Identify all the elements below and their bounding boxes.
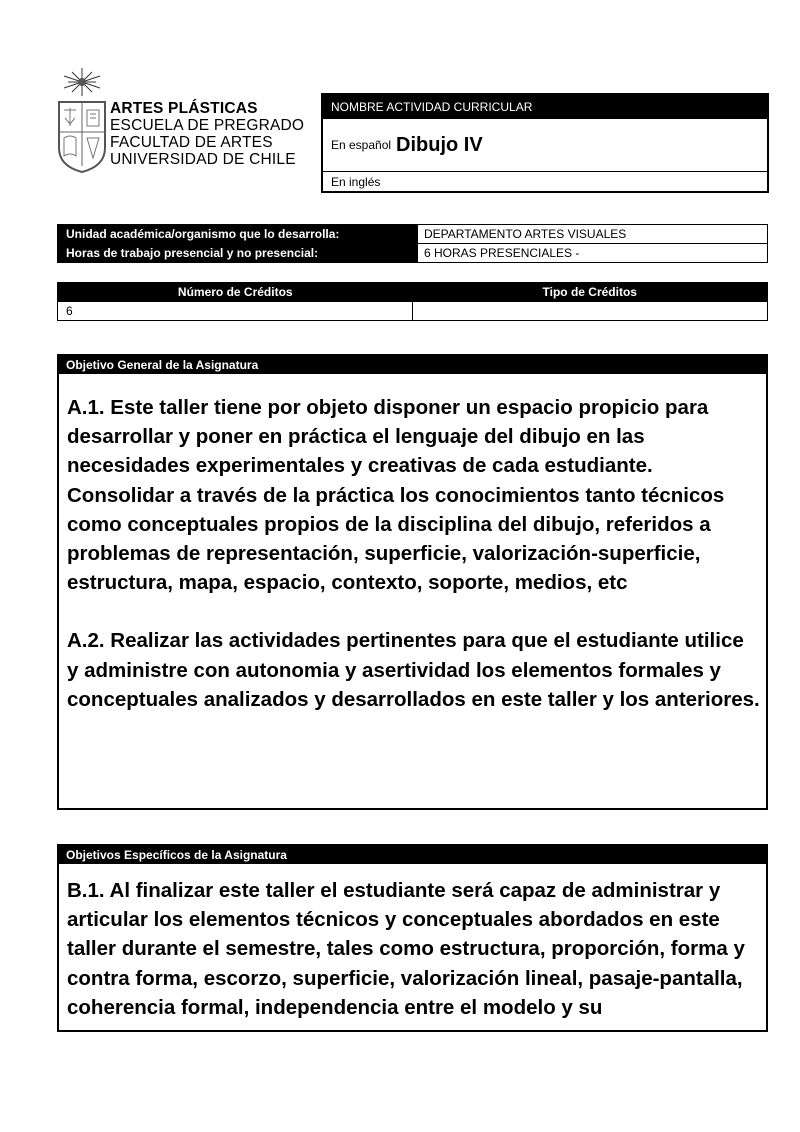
objective-a2: A.2. Realizar las actividades pertinentes para que el estudiante utilice y administre con autonomia y asertividad los elementos formales y conceptuales analizados y desarrollados en este taller y los anteriores. [67, 629, 760, 711]
unit-value: DEPARTAMENTO ARTES VISUALES [417, 225, 767, 243]
activity-name-box [321, 93, 769, 193]
activity-name-heading: NOMBRE ACTIVIDAD CURRICULAR [323, 95, 767, 119]
english-label: En inglés [331, 175, 381, 189]
objective-a1: A.1. Este taller tiene por objeto disponer un espacio propicio para desarrollar y poner en práctica el lenguaje del dibujo en las necesidades experimentales y creativas de cada estudiante. Consolidar a través de la práctica los conocimientos tanto técnicos como conceptuales propios de la disciplina del dibujo, referidos a problemas de representación, superficie, valorización-superficie, estructura, mapa, espacio, contexto, soporte, medios, etc [67, 396, 725, 595]
hours-key: Horas de trabajo presencial y no presencial: [58, 244, 417, 262]
credits-number-header: Número de Créditos [177, 285, 293, 299]
credits-value-row [58, 302, 767, 320]
logo-university: UNIVERSIDAD DE CHILE [110, 151, 296, 168]
specific-objectives-box [57, 844, 768, 1032]
unit-table [57, 224, 768, 263]
logo-title: ARTES PLÁSTICAS [110, 100, 258, 117]
hours-value: 6 HORAS PRESENCIALES - [417, 244, 767, 262]
unit-key: Unidad académica/organismo que lo desarrolla: [58, 225, 417, 243]
general-objective-body [59, 374, 766, 714]
specific-objectives-heading: Objetivos Específicos de la Asignatura [59, 846, 766, 864]
spanish-label: En español [331, 138, 392, 152]
table-row [58, 243, 767, 262]
specific-objectives-body [59, 864, 766, 1022]
logo-faculty: FACULTAD DE ARTES [110, 134, 273, 151]
general-objective-box [57, 354, 768, 810]
credits-number-value: 6 [66, 304, 73, 318]
university-emblem-icon [56, 66, 108, 174]
objective-b1: B.1. Al finalizar este taller el estudiante será capaz de administrar y articular los elementos técnicos y conceptuales abordados en este taller durante el semestre, tales como estructura, proporción, forma y contra forma, escorzo, superficie, valorización lineal, pasaje-pantalla, coherencia formal, independencia entre el modelo y su [67, 879, 745, 1019]
activity-spanish-row [323, 119, 767, 172]
activity-spanish-name: Dibujo IV [396, 133, 483, 156]
credits-table [57, 282, 768, 321]
faculty-logo-text [110, 100, 304, 168]
general-objective-heading: Objetivo General de la Asignatura [59, 356, 766, 374]
credits-header-row [58, 283, 767, 302]
table-row [58, 225, 767, 243]
credits-type-header: Tipo de Créditos [542, 285, 637, 299]
logo-school: ESCUELA DE PREGRADO [110, 117, 305, 134]
credits-type-value [412, 302, 767, 320]
